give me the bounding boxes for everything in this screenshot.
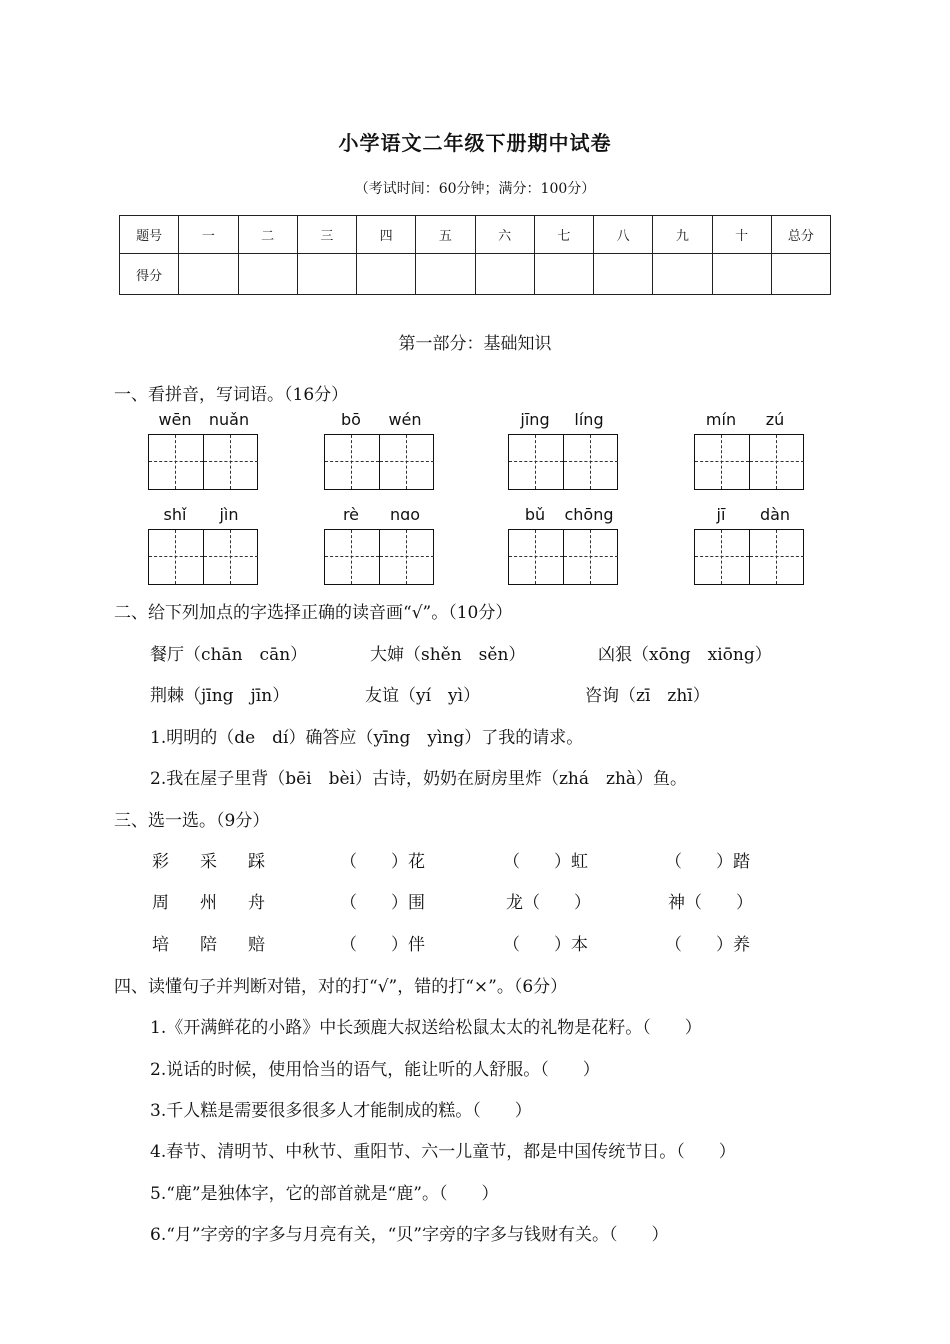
score-cell[interactable] [594,254,653,295]
q4-item[interactable]: 1.《开满鲜花的小路》中长颈鹿大叔送给松鼠太太的礼物是花籽。（ ） [150,1018,702,1038]
score-cell[interactable] [238,254,297,295]
q3-char: 陪 [200,935,217,955]
q4-item[interactable]: 4.春节、清明节、中秋节、重阳节、六一儿童节，都是中国传统节日。（ ） [150,1142,736,1162]
score-header-cell: 十 [712,216,771,254]
writing-grid[interactable] [148,529,258,585]
score-header-cell: 六 [475,216,534,254]
q3-blank[interactable]: （ ）围 [340,893,425,913]
pinyin-syllable: rè [342,505,360,524]
pinyin-syllable: jī [716,505,726,524]
pinyin-syllable: bō [341,410,361,429]
q3-blank[interactable]: 龙（ ） [506,893,591,913]
q3-blank[interactable]: （ ）伴 [340,935,425,955]
score-cell[interactable] [297,254,356,295]
score-cell[interactable] [712,254,771,295]
q2-option[interactable]: 凶狠（xōng xiōng） [598,645,772,665]
score-table [119,215,831,295]
writing-grid[interactable] [508,529,618,585]
pinyin-syllable: nɑo [389,505,421,524]
q3-blank[interactable]: （ ）养 [665,935,750,955]
score-cell[interactable] [357,254,416,295]
q2-option[interactable]: 友谊（yí yì） [365,686,481,706]
q3-char: 赔 [248,935,265,955]
q2-option[interactable]: 咨询（zī zhī） [585,686,710,706]
part-title: 第一部分：基础知识 [398,334,552,354]
score-header-cell: 四 [357,216,416,254]
score-cell[interactable] [653,254,712,295]
score-header-cell: 七 [534,216,593,254]
q2-option[interactable]: 荆棘（jīng jīn） [150,686,290,706]
score-header-cell: 题号 [120,216,179,254]
q4-item[interactable]: 6.“月”字旁的字多与月亮有关，“贝”字旁的字多与钱财有关。（ ） [150,1225,669,1245]
page-title: 小学语文二年级下册期中试卷 [338,131,612,155]
score-cell[interactable] [475,254,534,295]
q3-heading: 三、选一选。（9分） [114,811,270,831]
score-cell[interactable] [416,254,475,295]
score-header-cell: 二 [238,216,297,254]
q3-char: 采 [200,852,217,872]
q2-sentence-1[interactable]: 1.明明的（de dí）确答应（yīng yìng）了我的请求。 [150,728,584,748]
writing-grid[interactable] [324,529,434,585]
score-table-header-row [120,216,831,254]
exam-info: （考试时间：60分钟；满分：100分） [354,181,596,197]
pinyin-syllable: jìn [219,505,239,524]
q3-char: 彩 [152,852,169,872]
q3-char: 踩 [248,852,265,872]
q3-blank[interactable]: 神（ ） [668,893,753,913]
score-header-cell: 一 [179,216,238,254]
q2-option[interactable]: 大婶（shěn sěn） [370,645,526,665]
q2-option[interactable]: 餐厅（chān cān） [150,645,308,665]
score-cell[interactable] [771,254,830,295]
q3-char: 周 [152,893,169,913]
q4-item[interactable]: 3.千人糕是需要很多很多人才能制成的糕。（ ） [150,1101,532,1121]
pinyin-syllable: shǐ [163,505,187,524]
q2-heading: 二、给下列加点的字选择正确的读音画“√”。（10分） [114,603,513,623]
score-row-label: 得分 [120,254,179,295]
q4-item[interactable]: 5.“鹿”是独体字，它的部首就是“鹿”。（ ） [150,1184,499,1204]
writing-grid[interactable] [148,434,258,490]
writing-grid[interactable] [694,529,804,585]
pinyin-syllable: nuǎn [208,410,250,429]
q4-heading: 四、读懂句子并判断对错，对的打“√”，错的打“×”。（6分） [114,977,568,997]
score-cell[interactable] [179,254,238,295]
score-header-cell: 五 [416,216,475,254]
q3-blank[interactable]: （ ）本 [503,935,588,955]
pinyin-syllable: mín [705,410,737,429]
pinyin-syllable: jīng [520,410,550,429]
score-table-score-row [120,254,831,295]
q4-item[interactable]: 2.说话的时候，使用恰当的语气，能让听的人舒服。（ ） [150,1060,600,1080]
pinyin-syllable: wén [388,410,422,429]
pinyin-syllable: bǔ [524,505,546,524]
writing-grid[interactable] [694,434,804,490]
q1-heading: 一、看拼音，写词语。（16分） [114,385,349,405]
q3-blank[interactable]: （ ）花 [340,852,425,872]
q2-sentence-2[interactable]: 2.我在屋子里背（bēi bèi）古诗，奶奶在厨房里炸（zhá zhà）鱼。 [150,769,688,789]
score-header-cell: 三 [297,216,356,254]
writing-grid[interactable] [508,434,618,490]
pinyin-syllable: chōng [564,505,614,524]
q3-char: 州 [200,893,217,913]
score-cell[interactable] [534,254,593,295]
pinyin-syllable: líng [574,410,604,429]
score-header-cell: 总分 [771,216,830,254]
pinyin-syllable: dàn [759,505,791,524]
q3-char: 舟 [248,893,265,913]
score-header-cell: 八 [594,216,653,254]
pinyin-syllable: wēn [158,410,192,429]
q3-blank[interactable]: （ ）踏 [665,852,750,872]
score-header-cell: 九 [653,216,712,254]
pinyin-syllable: zú [765,410,785,429]
q3-char: 培 [152,935,169,955]
q3-blank[interactable]: （ ）虹 [503,852,588,872]
writing-grid[interactable] [324,434,434,490]
